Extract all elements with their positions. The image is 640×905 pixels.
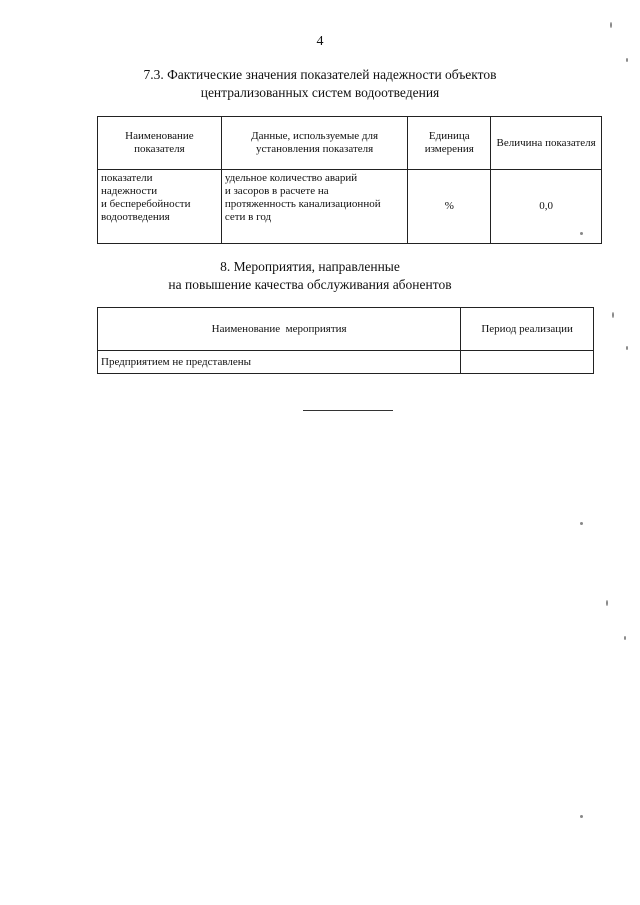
scan-speck [606, 600, 608, 606]
indicator-name-line: показатели [101, 172, 153, 184]
table-row [98, 351, 594, 374]
table-header-row [98, 308, 594, 351]
service-measures-table [97, 307, 594, 374]
indicator-name-line: водоотведения [101, 211, 170, 223]
header-period: Период реализации [461, 308, 594, 351]
section-8-title-line1: 8. Мероприятия, направленные [220, 259, 400, 274]
indicator-name-line: надежности [101, 185, 158, 197]
section-7-3-title-line2: централизованных систем водоотведения [200, 85, 440, 100]
table-row [98, 170, 602, 244]
source-data-line: сети в год [224, 211, 272, 223]
measure-name-cell: Предприятием не представлены [98, 351, 461, 374]
end-rule [303, 410, 393, 411]
scan-speck [580, 815, 583, 818]
header-value: Величина показателя [491, 117, 602, 170]
header-indicator-name: Наименование показателя [98, 117, 222, 170]
scan-speck [626, 346, 628, 350]
indicator-name-cell [98, 170, 222, 244]
scan-speck [580, 232, 583, 235]
scan-speck [610, 22, 612, 28]
scan-speck [580, 522, 583, 525]
indicator-name-line: и бесперебойности [101, 198, 191, 210]
section-8-title [0, 258, 640, 294]
page-number: 4 [316, 34, 324, 49]
header-unit: Единица измерения [408, 117, 491, 170]
source-data-line: удельное количество аварий [224, 172, 358, 184]
scan-speck [624, 636, 626, 640]
table-header-row [98, 117, 602, 170]
source-data-line: протяженность канализационной [224, 198, 381, 210]
reliability-indicators-table [97, 116, 602, 244]
scan-speck [612, 312, 614, 318]
unit-cell: % [408, 170, 491, 244]
header-measure-name: Наименование мероприятия [98, 308, 461, 351]
value-cell: 0,0 [491, 170, 602, 244]
section-7-3-title-line1: 7.3. Фактические значения показателей надежности объектов [143, 67, 497, 82]
section-8-title-line2: на повышение качества обслуживания абонентов [168, 277, 452, 292]
header-source-data: Данные, используемые для установления показателя [221, 117, 408, 170]
source-data-line: и засоров в расчете на [224, 185, 329, 197]
period-cell [461, 351, 594, 374]
source-data-cell [221, 170, 408, 244]
section-7-3-title [0, 66, 640, 102]
scan-speck [626, 58, 628, 62]
